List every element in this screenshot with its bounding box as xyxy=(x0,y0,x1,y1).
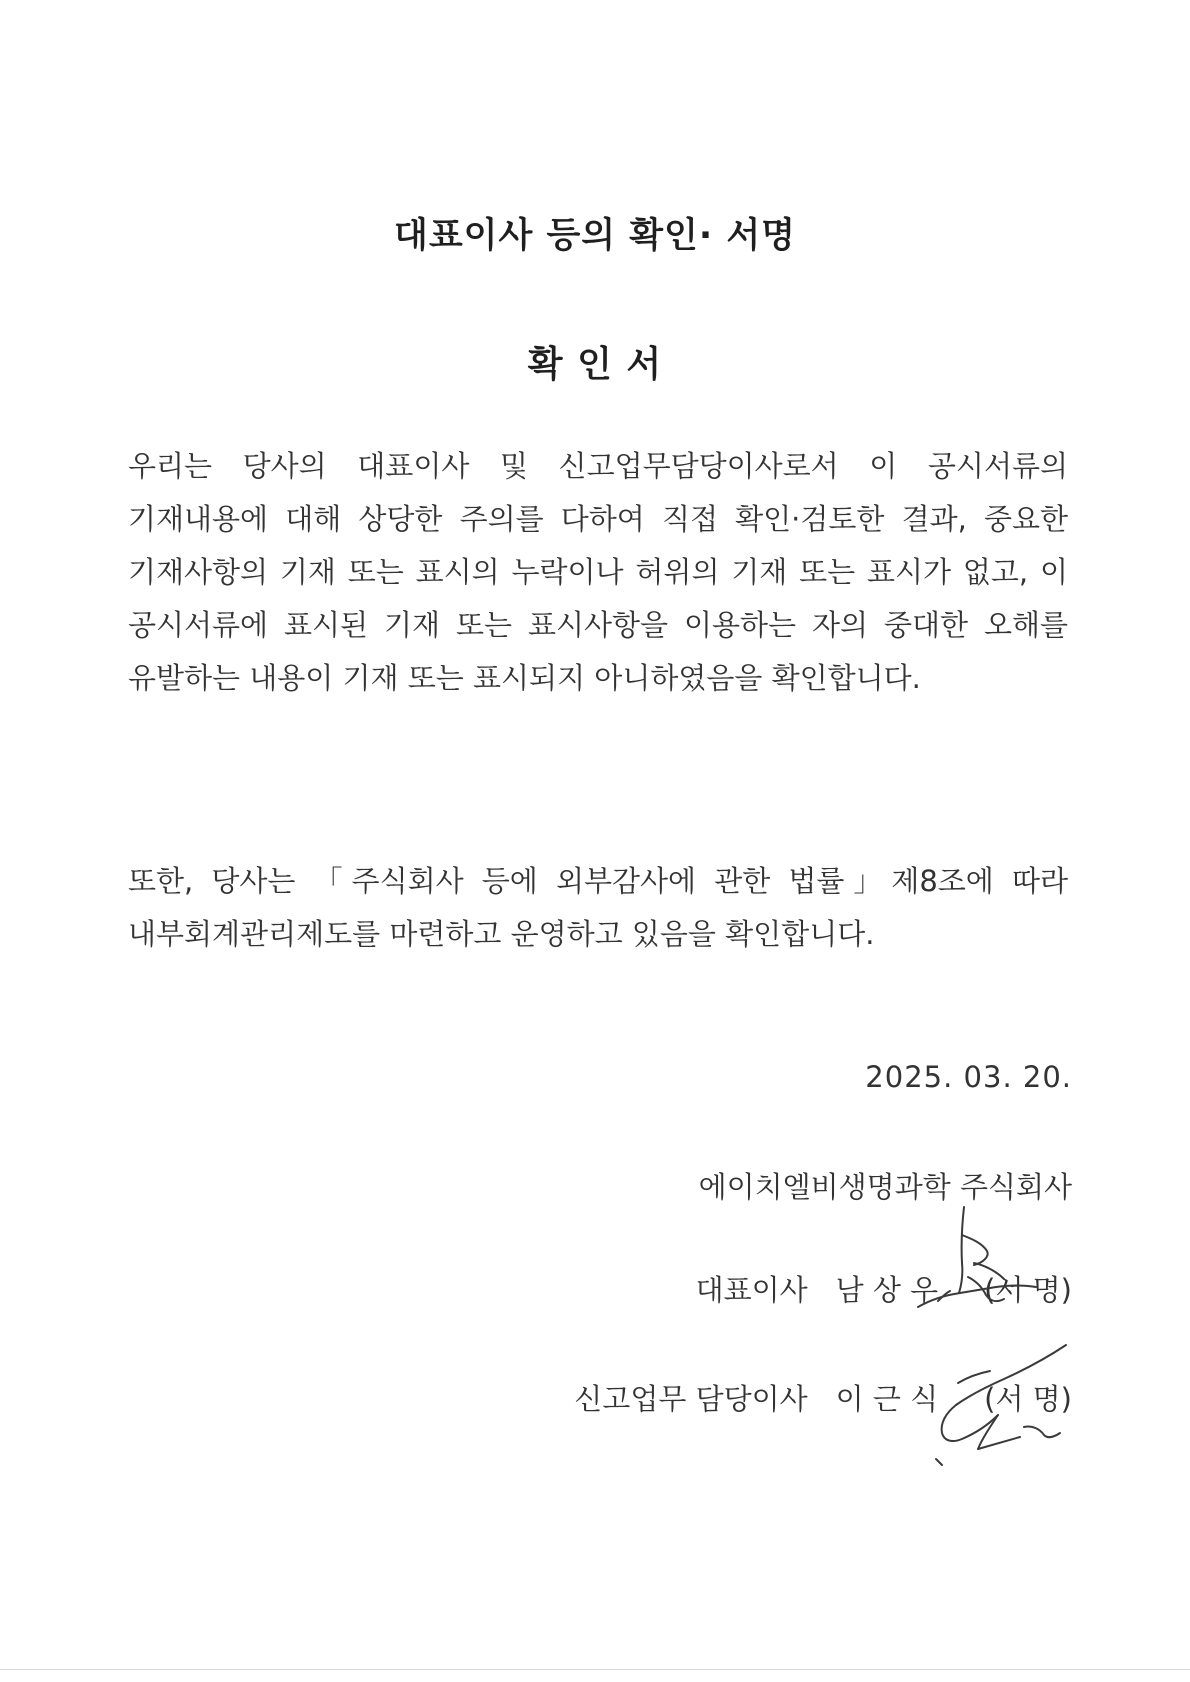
officer-sign-label: (서 명) xyxy=(984,1382,1072,1416)
ceo-signature-line xyxy=(696,1268,1072,1309)
company-name: 에이치엘비생명과학 주식회사 xyxy=(698,1170,1072,1204)
page-bottom-divider xyxy=(0,1669,1190,1670)
internal-control-paragraph: 또한, 당사는 「주식회사 등에 외부감사에 관한 법률」제8조에 따라 내부회계관리제도를 마련하고 운영하고 있음을 확인합니다. xyxy=(128,864,1068,951)
document-subheading: 확 인 서 xyxy=(527,344,663,385)
officer-name: 이 근 식 xyxy=(835,1382,939,1416)
ceo-title: 대표이사 xyxy=(695,1273,808,1307)
confirmation-paragraph: 우리는 당사의 대표이사 및 신고업무담당이사로서 이 공시서류의 기재내용에 대해 상당한 주의를 다하여 직접 확인·검토한 결과, 중요한 기재사항의 기재 또는 표시의 누락이나 허위의 기재 또는 표시가 없고, 이 공시서류에 표시된 기재 또는 표시사항을 이용하는 자의 중대한 오해를 유발하는 내용이 기재 또는 표시되지 아니하였음을 확인합니다. xyxy=(128,449,1068,695)
officer-signature-line xyxy=(574,1377,1072,1418)
ceo-name: 남 상 우 xyxy=(835,1273,939,1307)
ceo-sign-label: (서 명) xyxy=(984,1273,1072,1307)
document-date: 2025. 03. 20. xyxy=(865,1060,1072,1094)
officer-title: 신고업무 담당이사 xyxy=(574,1382,808,1416)
document-heading: 대표이사 등의 확인· 서명 xyxy=(394,216,796,256)
